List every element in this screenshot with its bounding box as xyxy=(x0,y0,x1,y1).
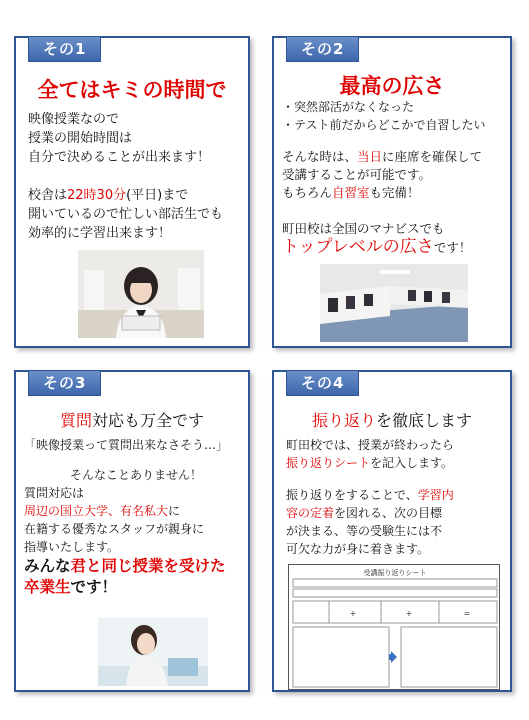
body-line: 映像授業なので xyxy=(28,112,120,127)
study-room-photo xyxy=(320,264,468,342)
card-tag: その3 xyxy=(28,370,101,396)
body-line: みんな君と同じ授業を受けた xyxy=(24,557,226,575)
card-3 xyxy=(14,370,250,692)
svg-text:+: + xyxy=(349,609,357,618)
body-line: 町田校は全国のマナビスでも xyxy=(282,221,445,236)
staff-photo xyxy=(98,618,208,686)
card-headline: 振り返りを徹底します xyxy=(311,411,473,430)
review-sheet-image xyxy=(288,564,500,690)
body-line: 自分で決めることが出来ます！ xyxy=(28,150,211,165)
svg-text:+: + xyxy=(405,609,413,618)
body-line: 「映像授業って質問出来なさそう…」 xyxy=(24,438,229,452)
body-line: 在籍する優秀なスタッフが親身に xyxy=(24,522,205,536)
body-line: トップレベルの広さです！ xyxy=(282,237,472,257)
body-line: 町田校では、授業が終わったら xyxy=(286,438,454,452)
card-headline: 最高の広さ xyxy=(339,74,445,98)
body-line: 受講することが可能です。 xyxy=(282,167,432,182)
body-line: が決まる、等の受験生には不 xyxy=(286,524,443,538)
body-line: 開いているので忙しい部活生でも xyxy=(28,207,224,222)
sheet-title: 受講振り返りシート xyxy=(363,569,427,577)
card-tag: その1 xyxy=(28,36,101,62)
card-tag: その2 xyxy=(286,36,359,62)
card-4 xyxy=(272,370,512,692)
body-line: そんな時は、当日に座席を確保して xyxy=(282,149,483,164)
card-tag: その4 xyxy=(286,370,359,396)
card-body xyxy=(282,148,508,257)
bullet-item: ・テスト前だからどこかで自習したい xyxy=(282,118,486,132)
svg-text:=: = xyxy=(463,609,471,618)
card-body xyxy=(286,436,504,558)
body-line: 質問対応は xyxy=(24,486,85,500)
student-photo xyxy=(78,250,204,338)
body-line: 周辺の国立大学、有名私大に xyxy=(24,504,181,518)
body-line: もちろん自習室も完備！ xyxy=(282,185,420,200)
body-line: 可欠な力が身に着きます。 xyxy=(286,542,430,556)
card-1 xyxy=(14,36,250,348)
bullet-item: ・突然部活がなくなった xyxy=(282,100,415,114)
body-line: 授業の開始時間は xyxy=(28,131,133,146)
body-line: 卒業生です！ xyxy=(24,578,118,596)
card-body xyxy=(28,110,244,243)
body-line: 効率的に学習出来ます！ xyxy=(28,226,172,241)
body-line: 指導いたします。 xyxy=(24,540,120,554)
body-line: 振り返りをすることで、学習内 xyxy=(286,488,454,502)
card-headline: 全てはキミの時間で xyxy=(37,78,227,102)
body-line: 容の定着を図れる、次の目標 xyxy=(286,506,443,520)
body-line: そんなことありません！ xyxy=(69,468,202,482)
body-line: 校舎は22時30分(平日)まで xyxy=(28,188,189,203)
bullet-list xyxy=(282,98,486,134)
card-2 xyxy=(272,36,512,348)
body-line: 振り返りシートを記入します。 xyxy=(286,456,454,470)
card-body xyxy=(24,436,248,598)
card-headline: 質問対応も万全です xyxy=(59,411,205,430)
